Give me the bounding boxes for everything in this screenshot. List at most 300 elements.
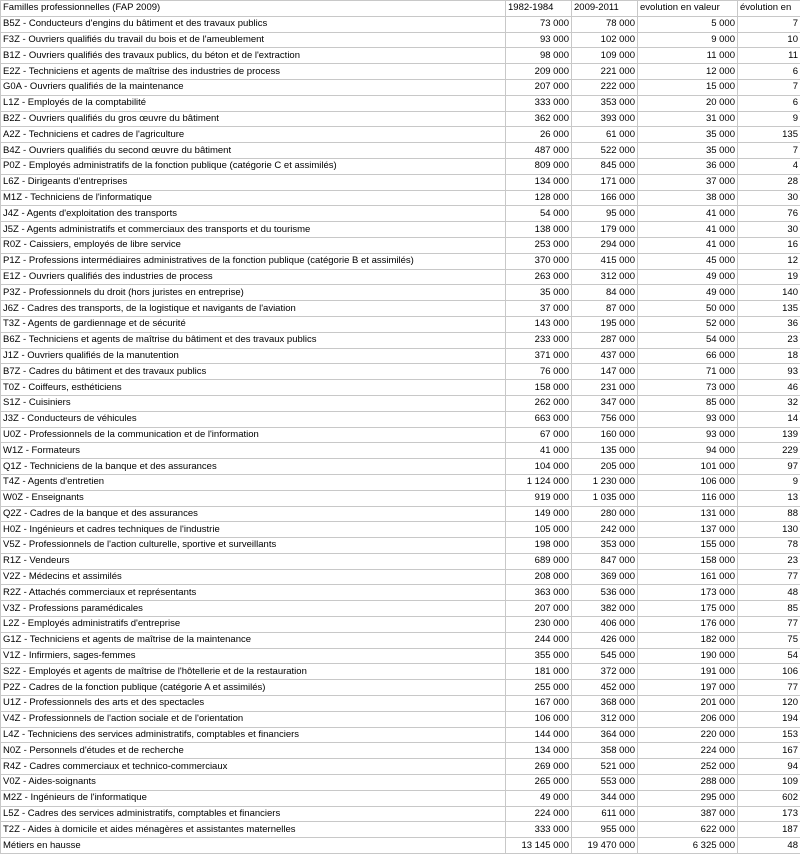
cell-2009-2011: 382 000 xyxy=(572,601,638,617)
cell-2009-2011: 147 000 xyxy=(572,364,638,380)
cell-1982-1984: 35 000 xyxy=(506,285,572,301)
cell-1982-1984: 363 000 xyxy=(506,585,572,601)
cell-famille: V3Z - Professions paramédicales xyxy=(1,601,506,617)
cell-famille: J1Z - Ouvriers qualifiés de la manutention xyxy=(1,348,506,364)
table-row xyxy=(1,696,800,712)
cell-famille: L2Z - Employés administratifs d'entreprise xyxy=(1,617,506,633)
cell-evolution-valeur: 41 000 xyxy=(638,237,738,253)
table-row xyxy=(1,48,800,64)
cell-evolution-valeur: 106 000 xyxy=(638,474,738,490)
table-row xyxy=(1,111,800,127)
total-label: Métiers en hausse xyxy=(1,838,506,854)
cell-famille: F3Z - Ouvriers qualifiés du travail du bois et de l'ameublement xyxy=(1,32,506,48)
cell-evolution-valeur: 191 000 xyxy=(638,664,738,680)
cell-2009-2011: 368 000 xyxy=(572,696,638,712)
cell-famille: L5Z - Cadres des services administratifs, comptables et financiers xyxy=(1,806,506,822)
cell-evolution-valeur: 20 000 xyxy=(638,95,738,111)
cell-evolution-valeur: 45 000 xyxy=(638,253,738,269)
cell-1982-1984: 233 000 xyxy=(506,332,572,348)
table-row xyxy=(1,601,800,617)
cell-evolution-valeur: 35 000 xyxy=(638,127,738,143)
table-row xyxy=(1,301,800,317)
table-row xyxy=(1,380,800,396)
cell-1982-1984: 689 000 xyxy=(506,553,572,569)
cell-1982-1984: 487 000 xyxy=(506,143,572,159)
cell-1982-1984: 106 000 xyxy=(506,711,572,727)
cell-evolution-pct: 93 xyxy=(738,364,800,380)
cell-evolution-valeur: 158 000 xyxy=(638,553,738,569)
table-row xyxy=(1,632,800,648)
cell-famille: B5Z - Conducteurs d'engins du bâtiment et des travaux publics xyxy=(1,16,506,32)
cell-2009-2011: 437 000 xyxy=(572,348,638,364)
cell-famille: S2Z - Employés et agents de maîtrise de l'hôtellerie et de la restauration xyxy=(1,664,506,680)
table-row xyxy=(1,727,800,743)
total-row xyxy=(1,838,800,854)
cell-evolution-pct: 9 xyxy=(738,111,800,127)
cell-evolution-pct: 77 xyxy=(738,680,800,696)
table-row xyxy=(1,95,800,111)
cell-1982-1984: 208 000 xyxy=(506,569,572,585)
cell-evolution-pct: 167 xyxy=(738,743,800,759)
cell-evolution-pct: 11 xyxy=(738,48,800,64)
cell-2009-2011: 87 000 xyxy=(572,301,638,317)
cell-1982-1984: 41 000 xyxy=(506,443,572,459)
table-row xyxy=(1,459,800,475)
cell-evolution-valeur: 49 000 xyxy=(638,285,738,301)
cell-evolution-pct: 36 xyxy=(738,316,800,332)
table-row xyxy=(1,538,800,554)
cell-evolution-valeur: 295 000 xyxy=(638,790,738,806)
cell-famille: R1Z - Vendeurs xyxy=(1,553,506,569)
cell-famille: B4Z - Ouvriers qualifiés du second œuvre du bâtiment xyxy=(1,143,506,159)
cell-evolution-valeur: 201 000 xyxy=(638,696,738,712)
table-row xyxy=(1,364,800,380)
table-row xyxy=(1,522,800,538)
cell-evolution-pct: 54 xyxy=(738,648,800,664)
table-row xyxy=(1,648,800,664)
cell-1982-1984: 269 000 xyxy=(506,759,572,775)
cell-1982-1984: 255 000 xyxy=(506,680,572,696)
table-row xyxy=(1,395,800,411)
cell-2009-2011: 955 000 xyxy=(572,822,638,838)
cell-evolution-valeur: 176 000 xyxy=(638,617,738,633)
table-row xyxy=(1,585,800,601)
cell-famille: P1Z - Professions intermédiaires administratives de la fonction publique (catégorie B et assimilés) xyxy=(1,253,506,269)
cell-2009-2011: 166 000 xyxy=(572,190,638,206)
table-row xyxy=(1,617,800,633)
cell-evolution-pct: 120 xyxy=(738,696,800,712)
cell-famille: V4Z - Professionnels de l'action sociale et de l'orientation xyxy=(1,711,506,727)
cell-evolution-valeur: 190 000 xyxy=(638,648,738,664)
cell-evolution-pct: 229 xyxy=(738,443,800,459)
cell-evolution-valeur: 36 000 xyxy=(638,158,738,174)
cell-2009-2011: 347 000 xyxy=(572,395,638,411)
cell-evolution-pct: 23 xyxy=(738,332,800,348)
table-row xyxy=(1,474,800,490)
cell-2009-2011: 312 000 xyxy=(572,269,638,285)
cell-famille: N0Z - Personnels d'études et de recherche xyxy=(1,743,506,759)
cell-evolution-pct: 88 xyxy=(738,506,800,522)
cell-2009-2011: 78 000 xyxy=(572,16,638,32)
table-row xyxy=(1,64,800,80)
cell-2009-2011: 222 000 xyxy=(572,79,638,95)
cell-1982-1984: 149 000 xyxy=(506,506,572,522)
cell-evolution-valeur: 93 000 xyxy=(638,411,738,427)
cell-evolution-pct: 7 xyxy=(738,79,800,95)
cell-famille: U0Z - Professionnels de la communication et de l'information xyxy=(1,427,506,443)
cell-famille: L1Z - Employés de la comptabilité xyxy=(1,95,506,111)
cell-1982-1984: 333 000 xyxy=(506,95,572,111)
cell-1982-1984: 362 000 xyxy=(506,111,572,127)
cell-evolution-pct: 14 xyxy=(738,411,800,427)
table-row xyxy=(1,174,800,190)
cell-2009-2011: 109 000 xyxy=(572,48,638,64)
cell-2009-2011: 231 000 xyxy=(572,380,638,396)
cell-evolution-valeur: 197 000 xyxy=(638,680,738,696)
cell-famille: G1Z - Techniciens et agents de maîtrise de la maintenance xyxy=(1,632,506,648)
cell-1982-1984: 1 124 000 xyxy=(506,474,572,490)
cell-1982-1984: 262 000 xyxy=(506,395,572,411)
cell-1982-1984: 263 000 xyxy=(506,269,572,285)
cell-evolution-pct: 16 xyxy=(738,237,800,253)
cell-evolution-valeur: 155 000 xyxy=(638,538,738,554)
cell-1982-1984: 54 000 xyxy=(506,206,572,222)
cell-evolution-valeur: 116 000 xyxy=(638,490,738,506)
cell-evolution-pct: 97 xyxy=(738,459,800,475)
cell-evolution-pct: 28 xyxy=(738,174,800,190)
table-row xyxy=(1,158,800,174)
total-2009-2011: 19 470 000 xyxy=(572,838,638,854)
cell-2009-2011: 84 000 xyxy=(572,285,638,301)
cell-evolution-pct: 106 xyxy=(738,664,800,680)
table-row xyxy=(1,253,800,269)
cell-1982-1984: 207 000 xyxy=(506,601,572,617)
cell-evolution-valeur: 5 000 xyxy=(638,16,738,32)
cell-evolution-pct: 12 xyxy=(738,253,800,269)
cell-1982-1984: 49 000 xyxy=(506,790,572,806)
cell-evolution-pct: 602 xyxy=(738,790,800,806)
cell-2009-2011: 312 000 xyxy=(572,711,638,727)
table-row xyxy=(1,127,800,143)
cell-1982-1984: 355 000 xyxy=(506,648,572,664)
cell-famille: E2Z - Techniciens et agents de maîtrise des industries de process xyxy=(1,64,506,80)
header-evolution-valeur: evolution en valeur xyxy=(638,1,738,17)
cell-evolution-pct: 6 xyxy=(738,95,800,111)
table-row xyxy=(1,490,800,506)
table-row xyxy=(1,222,800,238)
cell-evolution-pct: 10 xyxy=(738,32,800,48)
cell-evolution-pct: 85 xyxy=(738,601,800,617)
cell-evolution-pct: 78 xyxy=(738,538,800,554)
cell-famille: L6Z - Dirigeants d'entreprises xyxy=(1,174,506,190)
table-row xyxy=(1,190,800,206)
cell-1982-1984: 67 000 xyxy=(506,427,572,443)
cell-evolution-pct: 7 xyxy=(738,16,800,32)
cell-1982-1984: 230 000 xyxy=(506,617,572,633)
table-row xyxy=(1,775,800,791)
table-row xyxy=(1,348,800,364)
cell-2009-2011: 536 000 xyxy=(572,585,638,601)
cell-evolution-pct: 94 xyxy=(738,759,800,775)
cell-evolution-pct: 135 xyxy=(738,301,800,317)
table-row xyxy=(1,506,800,522)
cell-evolution-valeur: 131 000 xyxy=(638,506,738,522)
table-row xyxy=(1,822,800,838)
cell-2009-2011: 344 000 xyxy=(572,790,638,806)
cell-evolution-valeur: 38 000 xyxy=(638,190,738,206)
cell-evolution-valeur: 175 000 xyxy=(638,601,738,617)
header-evolution-pct: évolution en xyxy=(738,1,800,17)
cell-2009-2011: 847 000 xyxy=(572,553,638,569)
cell-2009-2011: 221 000 xyxy=(572,64,638,80)
cell-evolution-valeur: 387 000 xyxy=(638,806,738,822)
cell-famille: V0Z - Aides-soignants xyxy=(1,775,506,791)
cell-evolution-pct: 48 xyxy=(738,585,800,601)
cell-evolution-valeur: 15 000 xyxy=(638,79,738,95)
cell-famille: R2Z - Attachés commerciaux et représentants xyxy=(1,585,506,601)
cell-famille: T3Z - Agents de gardiennage et de sécurité xyxy=(1,316,506,332)
cell-famille: B2Z - Ouvriers qualifiés du gros œuvre du bâtiment xyxy=(1,111,506,127)
header-famille: Familles professionnelles (FAP 2009) xyxy=(1,1,506,17)
cell-evolution-valeur: 220 000 xyxy=(638,727,738,743)
cell-evolution-pct: 18 xyxy=(738,348,800,364)
cell-1982-1984: 26 000 xyxy=(506,127,572,143)
cell-2009-2011: 242 000 xyxy=(572,522,638,538)
table-row xyxy=(1,316,800,332)
cell-2009-2011: 1 035 000 xyxy=(572,490,638,506)
cell-1982-1984: 333 000 xyxy=(506,822,572,838)
table-row xyxy=(1,569,800,585)
cell-evolution-pct: 19 xyxy=(738,269,800,285)
cell-2009-2011: 611 000 xyxy=(572,806,638,822)
cell-famille: G0A - Ouvriers qualifiés de la maintenance xyxy=(1,79,506,95)
cell-1982-1984: 244 000 xyxy=(506,632,572,648)
cell-1982-1984: 93 000 xyxy=(506,32,572,48)
cell-1982-1984: 209 000 xyxy=(506,64,572,80)
cell-2009-2011: 522 000 xyxy=(572,143,638,159)
cell-evolution-pct: 77 xyxy=(738,617,800,633)
cell-evolution-valeur: 50 000 xyxy=(638,301,738,317)
cell-2009-2011: 1 230 000 xyxy=(572,474,638,490)
cell-2009-2011: 280 000 xyxy=(572,506,638,522)
cell-evolution-valeur: 622 000 xyxy=(638,822,738,838)
cell-2009-2011: 287 000 xyxy=(572,332,638,348)
cell-2009-2011: 426 000 xyxy=(572,632,638,648)
cell-evolution-pct: 75 xyxy=(738,632,800,648)
cell-famille: B1Z - Ouvriers qualifiés des travaux publics, du béton et de l'extraction xyxy=(1,48,506,64)
table-row xyxy=(1,79,800,95)
cell-evolution-pct: 77 xyxy=(738,569,800,585)
cell-evolution-pct: 153 xyxy=(738,727,800,743)
cell-evolution-valeur: 85 000 xyxy=(638,395,738,411)
cell-evolution-pct: 4 xyxy=(738,158,800,174)
cell-evolution-pct: 109 xyxy=(738,775,800,791)
cell-evolution-pct: 173 xyxy=(738,806,800,822)
cell-famille: R0Z - Caissiers, employés de libre service xyxy=(1,237,506,253)
cell-1982-1984: 158 000 xyxy=(506,380,572,396)
cell-2009-2011: 61 000 xyxy=(572,127,638,143)
cell-famille: W1Z - Formateurs xyxy=(1,443,506,459)
cell-famille: V2Z - Médecins et assimilés xyxy=(1,569,506,585)
cell-famille: A2Z - Techniciens et cadres de l'agriculture xyxy=(1,127,506,143)
cell-evolution-pct: 30 xyxy=(738,190,800,206)
cell-2009-2011: 160 000 xyxy=(572,427,638,443)
cell-famille: B6Z - Techniciens et agents de maîtrise du bâtiment et des travaux publics xyxy=(1,332,506,348)
table-row xyxy=(1,332,800,348)
cell-2009-2011: 353 000 xyxy=(572,95,638,111)
cell-evolution-pct: 32 xyxy=(738,395,800,411)
cell-1982-1984: 167 000 xyxy=(506,696,572,712)
cell-famille: L4Z - Techniciens des services administratifs, comptables et financiers xyxy=(1,727,506,743)
table-row xyxy=(1,680,800,696)
table-row xyxy=(1,743,800,759)
cell-famille: T0Z - Coiffeurs, esthéticiens xyxy=(1,380,506,396)
table-row xyxy=(1,143,800,159)
cell-evolution-pct: 30 xyxy=(738,222,800,238)
cell-evolution-valeur: 31 000 xyxy=(638,111,738,127)
table-row xyxy=(1,711,800,727)
cell-evolution-valeur: 94 000 xyxy=(638,443,738,459)
cell-famille: R4Z - Cadres commerciaux et technico-commerciaux xyxy=(1,759,506,775)
cell-famille: J6Z - Cadres des transports, de la logistique et navigants de l'aviation xyxy=(1,301,506,317)
cell-evolution-valeur: 52 000 xyxy=(638,316,738,332)
cell-1982-1984: 144 000 xyxy=(506,727,572,743)
table-row xyxy=(1,237,800,253)
cell-2009-2011: 294 000 xyxy=(572,237,638,253)
cell-2009-2011: 553 000 xyxy=(572,775,638,791)
cell-famille: V1Z - Infirmiers, sages-femmes xyxy=(1,648,506,664)
cell-evolution-valeur: 37 000 xyxy=(638,174,738,190)
cell-1982-1984: 134 000 xyxy=(506,174,572,190)
cell-1982-1984: 128 000 xyxy=(506,190,572,206)
table-row xyxy=(1,285,800,301)
cell-1982-1984: 253 000 xyxy=(506,237,572,253)
cell-1982-1984: 198 000 xyxy=(506,538,572,554)
cell-1982-1984: 919 000 xyxy=(506,490,572,506)
cell-evolution-valeur: 54 000 xyxy=(638,332,738,348)
table-row xyxy=(1,806,800,822)
header-row xyxy=(1,1,800,17)
table-row xyxy=(1,664,800,680)
cell-1982-1984: 134 000 xyxy=(506,743,572,759)
cell-1982-1984: 265 000 xyxy=(506,775,572,791)
cell-2009-2011: 171 000 xyxy=(572,174,638,190)
table-row xyxy=(1,32,800,48)
cell-famille: Q1Z - Techniciens de la banque et des assurances xyxy=(1,459,506,475)
table-row xyxy=(1,411,800,427)
cell-1982-1984: 105 000 xyxy=(506,522,572,538)
cell-famille: S1Z - Cuisiniers xyxy=(1,395,506,411)
cell-2009-2011: 369 000 xyxy=(572,569,638,585)
cell-1982-1984: 370 000 xyxy=(506,253,572,269)
cell-1982-1984: 104 000 xyxy=(506,459,572,475)
cell-evolution-pct: 76 xyxy=(738,206,800,222)
cell-1982-1984: 181 000 xyxy=(506,664,572,680)
cell-famille: W0Z - Enseignants xyxy=(1,490,506,506)
cell-evolution-valeur: 137 000 xyxy=(638,522,738,538)
cell-evolution-valeur: 9 000 xyxy=(638,32,738,48)
cell-evolution-valeur: 35 000 xyxy=(638,143,738,159)
cell-famille: J5Z - Agents administratifs et commerciaux des transports et du tourisme xyxy=(1,222,506,238)
cell-evolution-valeur: 11 000 xyxy=(638,48,738,64)
cell-2009-2011: 135 000 xyxy=(572,443,638,459)
cell-famille: M1Z - Techniciens de l'informatique xyxy=(1,190,506,206)
cell-2009-2011: 195 000 xyxy=(572,316,638,332)
cell-evolution-valeur: 41 000 xyxy=(638,206,738,222)
cell-famille: B7Z - Cadres du bâtiment et des travaux publics xyxy=(1,364,506,380)
cell-2009-2011: 364 000 xyxy=(572,727,638,743)
cell-evolution-valeur: 182 000 xyxy=(638,632,738,648)
cell-1982-1984: 809 000 xyxy=(506,158,572,174)
cell-evolution-valeur: 161 000 xyxy=(638,569,738,585)
cell-2009-2011: 393 000 xyxy=(572,111,638,127)
cell-evolution-pct: 13 xyxy=(738,490,800,506)
cell-evolution-valeur: 12 000 xyxy=(638,64,738,80)
cell-famille: J3Z - Conducteurs de véhicules xyxy=(1,411,506,427)
cell-evolution-valeur: 71 000 xyxy=(638,364,738,380)
cell-evolution-pct: 6 xyxy=(738,64,800,80)
cell-evolution-pct: 187 xyxy=(738,822,800,838)
header-1982-1984: 1982-1984 xyxy=(506,1,572,17)
cell-1982-1984: 143 000 xyxy=(506,316,572,332)
cell-2009-2011: 358 000 xyxy=(572,743,638,759)
cell-2009-2011: 102 000 xyxy=(572,32,638,48)
table-row xyxy=(1,443,800,459)
cell-evolution-valeur: 49 000 xyxy=(638,269,738,285)
table-row xyxy=(1,427,800,443)
cell-1982-1984: 207 000 xyxy=(506,79,572,95)
cell-evolution-valeur: 73 000 xyxy=(638,380,738,396)
header-2009-2011: 2009-2011 xyxy=(572,1,638,17)
cell-evolution-valeur: 173 000 xyxy=(638,585,738,601)
table-row xyxy=(1,759,800,775)
cell-2009-2011: 545 000 xyxy=(572,648,638,664)
total-evolution-valeur: 6 325 000 xyxy=(638,838,738,854)
cell-2009-2011: 756 000 xyxy=(572,411,638,427)
cell-2009-2011: 415 000 xyxy=(572,253,638,269)
cell-evolution-valeur: 288 000 xyxy=(638,775,738,791)
cell-2009-2011: 452 000 xyxy=(572,680,638,696)
cell-2009-2011: 372 000 xyxy=(572,664,638,680)
table-row xyxy=(1,269,800,285)
cell-1982-1984: 138 000 xyxy=(506,222,572,238)
cell-evolution-valeur: 224 000 xyxy=(638,743,738,759)
cell-1982-1984: 73 000 xyxy=(506,16,572,32)
cell-famille: H0Z - Ingénieurs et cadres techniques de l'industrie xyxy=(1,522,506,538)
cell-famille: Q2Z - Cadres de la banque et des assurances xyxy=(1,506,506,522)
cell-1982-1984: 371 000 xyxy=(506,348,572,364)
total-evolution-pct: 48 xyxy=(738,838,800,854)
table-row xyxy=(1,206,800,222)
cell-2009-2011: 179 000 xyxy=(572,222,638,238)
cell-famille: V5Z - Professionnels de l'action culturelle, sportive et surveillants xyxy=(1,538,506,554)
cell-evolution-valeur: 93 000 xyxy=(638,427,738,443)
cell-evolution-valeur: 101 000 xyxy=(638,459,738,475)
cell-2009-2011: 845 000 xyxy=(572,158,638,174)
cell-2009-2011: 95 000 xyxy=(572,206,638,222)
cell-famille: P2Z - Cadres de la fonction publique (catégorie A et assimilés) xyxy=(1,680,506,696)
cell-evolution-valeur: 252 000 xyxy=(638,759,738,775)
cell-1982-1984: 76 000 xyxy=(506,364,572,380)
cell-evolution-pct: 7 xyxy=(738,143,800,159)
cell-famille: E1Z - Ouvriers qualifiés des industries de process xyxy=(1,269,506,285)
cell-evolution-pct: 140 xyxy=(738,285,800,301)
cell-evolution-pct: 23 xyxy=(738,553,800,569)
cell-1982-1984: 663 000 xyxy=(506,411,572,427)
cell-evolution-pct: 139 xyxy=(738,427,800,443)
cell-famille: T2Z - Aides à domicile et aides ménagères et assistantes maternelles xyxy=(1,822,506,838)
table-row xyxy=(1,16,800,32)
